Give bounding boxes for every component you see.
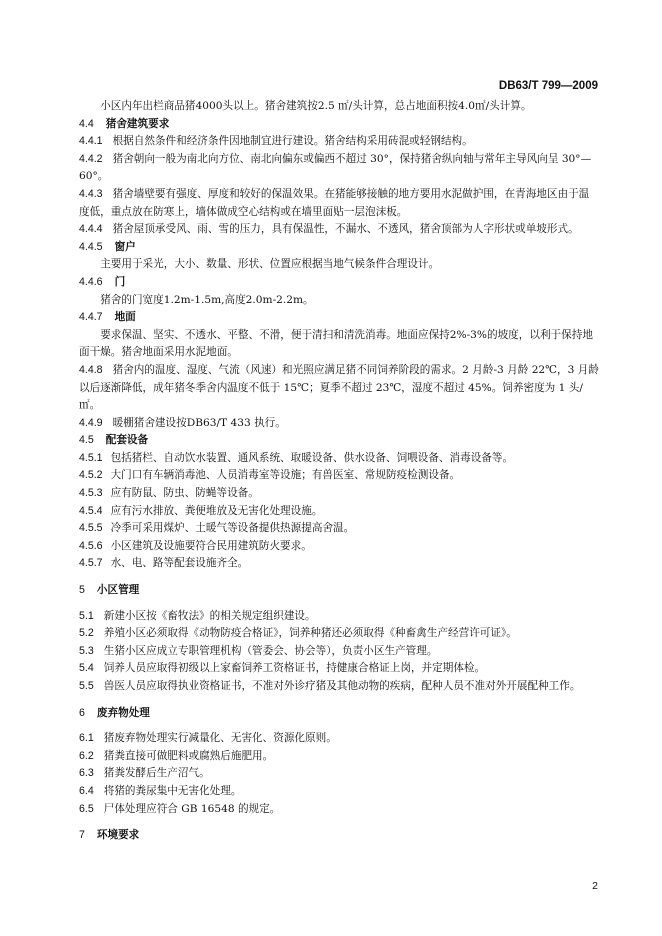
clause-4-5-5: 4.5.5 冷季可采用煤炉、土暖气等设备提供热源提高舍温。 [79, 522, 355, 535]
clause-5-1: 5.1 新建小区按《畜牧法》的相关规定组织建设。 [79, 609, 316, 622]
clause-5-4: 5.4 饲养人员应取得初级以上家畜饲养工资格证书，持健康合格证上岗，并定期体检。 [79, 662, 486, 675]
clause-4-5-7: 4.5.7 水、电、路等配套设施齐全。 [79, 557, 249, 570]
heading-4-4-6: 4.4.6 门 [79, 275, 126, 288]
clause-5-5: 5.5 兽医人员应取得执业资格证书，不准对外诊疗猪及其他动物的疾病，配种人员不准对外开展配种工作。 [79, 680, 581, 692]
clause-4-4-5-text: 主要用于采光，大小、数量、形状、位置应根据当地气候条件合理设计。 [100, 258, 440, 271]
clause-4-4-1: 4.4.1 根据自然条件和经济条件因地制宜进行建设。猪舍结构采用砖混或轻钢结构。 [79, 135, 473, 148]
clause-4-4-8: 4.4.8 猪舍内的温度、湿度、气流（风速）和光照应满足猪不同饲养阶段的需求。2 月龄-3 月龄 22℃，3 月龄以后逐渐降低，成年猪冬季舍内温度不低于 15℃；夏季不超过 23℃，湿度不超过 45%。饲养密度为 1 头/㎡。 [79, 363, 599, 412]
clause-4-4-4: 4.4.4 猪舍屋顶承受风、雨、雪的压力，具有保温性，不漏水、不透风，猪舍顶部为人字形状或单坡形式。 [79, 223, 579, 236]
clause-6-5: 6.5 尸体处理应符合 GB 16548 的规定。 [79, 802, 281, 815]
heading-4-4-5: 4.4.5 窗户 [79, 240, 136, 253]
heading-4-4-7: 4.4.7 地面 [79, 311, 136, 324]
clause-6-4: 6.4 将猪的粪尿集中无害化处理。 [79, 784, 242, 797]
page-number: 2 [592, 880, 598, 892]
heading-5: 5 小区管理 [79, 584, 140, 597]
clause-5-3: 5.3 生猪小区应成立专职管理机构（管委会、协会等），负责小区生产管理。 [79, 644, 438, 657]
clause-4-5-2: 4.5.2 大门口有车辆消毒池、人员消毒室等设施；有兽医室、常规防疫检测设备。 [79, 469, 461, 482]
heading-4-5: 4.5 配套设备 [79, 434, 149, 447]
clause-4-4-6-text: 猪舍的门宽度1.2m-1.5m,高度2.0m-2.2m。 [100, 293, 314, 306]
clause-4-4-3: 4.4.3 猪舍墙壁要有强度、厚度和较好的保温效果。在猪能够接触的地方要用水泥做护围，在青海地区由于温度低，重点放在防寒上，墙体做成空心结构或在墙里面贴一层泡沫板。 [79, 187, 590, 218]
clause-4-5-6: 4.5.6 小区建筑及设施要符合民用建筑防火要求。 [79, 539, 312, 552]
clause-4-5-3: 4.5.3 应有防鼠、防虫、防蝇等设备。 [79, 487, 259, 500]
clause-4-5-4: 4.5.4 应有污水排放、粪便堆放及无害化处理设施。 [79, 504, 323, 517]
clause-5-2: 5.2 养殖小区必须取得《动物防疫合格证》，饲养种猪还必须取得《种畜禽生产经营许可证》。 [79, 627, 517, 640]
heading-6: 6 废弃物处理 [79, 706, 150, 719]
clause-6-1: 6.1 猪废弃物处理实行减量化、无害化、资源化原则。 [79, 732, 337, 745]
clause-4-4-9: 4.4.9 暖棚猪舍建设按DB63/T 433 执行。 [79, 416, 286, 429]
heading-4-4: 4.4 猪舍建筑要求 [79, 117, 170, 130]
clause-6-3: 6.3 猪粪发酵后生产沼气。 [79, 767, 210, 780]
document-body [79, 98, 599, 853]
clause-6-2: 6.2 猪粪直接可做肥料或腐熟后施肥用。 [79, 749, 274, 762]
intro-paragraph: 小区内年出栏商品猪4000头以上。猪舍建筑按2.5 ㎡/头计算，总占地面积按4.0㎡/头计算。 [100, 100, 532, 112]
clause-4-5-1: 4.5.1 包括猪栏、自动饮水装置、通风系统、取暖设备、供水设备、饲喂设备、消毒设备等。 [79, 451, 514, 464]
standard-code: DB63/T 799—2009 [498, 80, 598, 92]
heading-7: 7 环境要求 [79, 829, 140, 842]
clause-4-4-7-text: 要求保温、坚实、不透水、平整、不滑，便于清扫和清洗消毒。地面应保持2%-3%的坡度，以利于保持地面干燥。猪舍地面采用水泥地面。 [79, 328, 593, 359]
clause-4-4-2: 4.4.2 猪舍朝向一般为南北向方位、南北向偏东或偏西不超过 30°，保持猪舍纵向轴与常年主导风向呈 30°—60°。 [79, 152, 592, 183]
